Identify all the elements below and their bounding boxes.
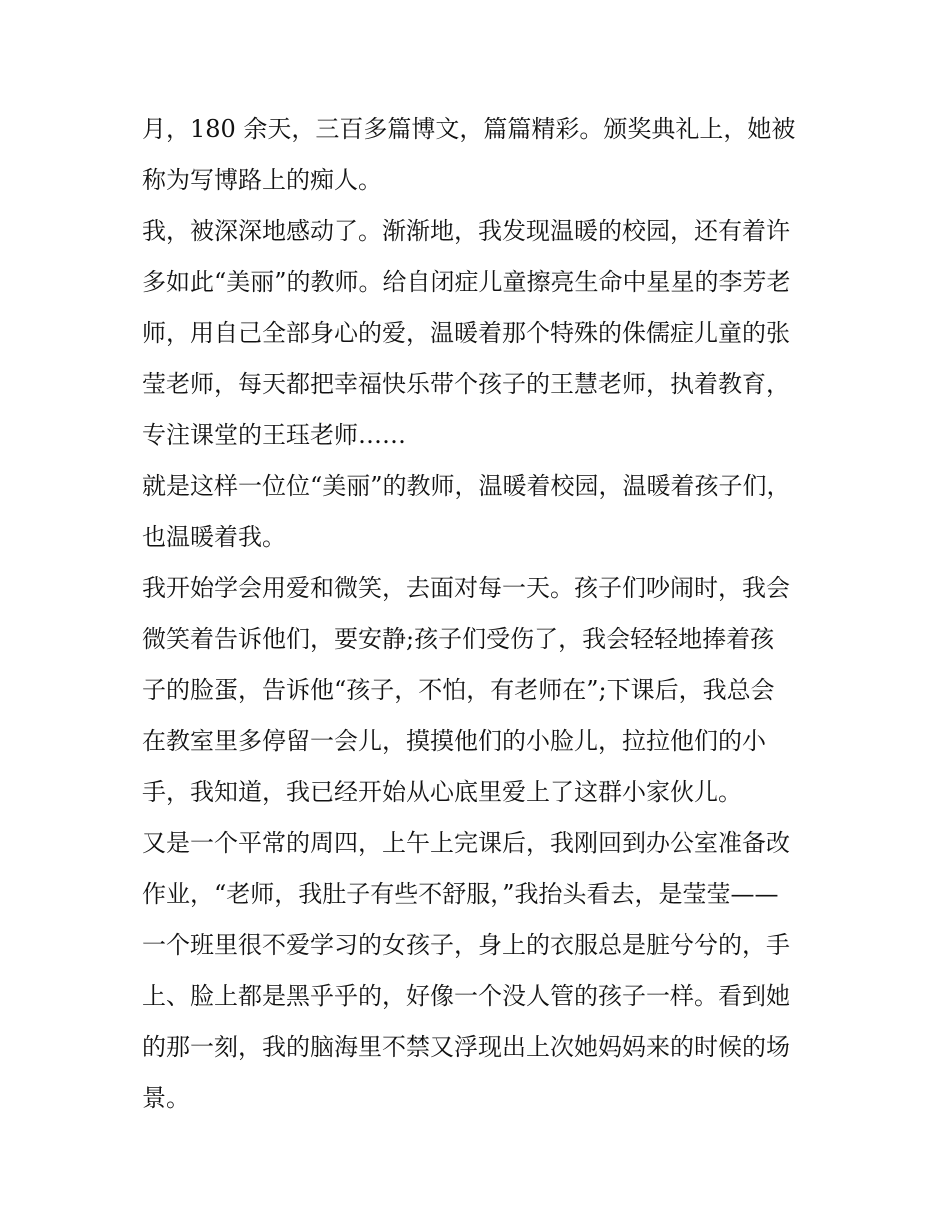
text-line: 我开始学会用爱和微笑，去面对每一天。孩子们吵闹时，我会 (142, 574, 790, 602)
text-line: 手，我知道，我已经开始从心底里爱上了这群小家伙儿。 (142, 778, 742, 806)
text-line: 称为写博路上的痴人。 (142, 166, 382, 194)
text-line: 微笑着告诉他们，要安静;孩子们受伤了，我会轻轻地捧着孩 (142, 625, 775, 653)
text-line: 上、脸上都是黑乎乎的，好像一个没人管的孩子一样。看到她 (142, 982, 790, 1010)
text-line: 多如此“美丽”的教师。给自闭症儿童擦亮生命中星星的李芳老 (142, 268, 791, 296)
text-line: 景。 (142, 1084, 190, 1112)
text-line: 我，被深深地感动了。渐渐地，我发现温暖的校园，还有着许 (142, 217, 790, 245)
document-body (142, 104, 814, 1124)
text-line: 莹老师，每天都把幸福快乐带个孩子的王慧老师，执着教育， (142, 370, 790, 398)
text-line: 月，180 余天，三百多篇博文，篇篇精彩。颁奖典礼上，她被 (142, 115, 796, 143)
text-line: 一个班里很不爱学习的女孩子，身上的衣服总是脏兮兮的，手 (142, 931, 790, 959)
text-line: 作业，“老师，我肚子有些不舒服，”我抬头看去，是莹莹—— (142, 880, 779, 908)
text-line: 子的脸蛋，告诉他“孩子，不怕，有老师在”;下课后，我总会 (142, 676, 775, 704)
text-line: 又是一个平常的周四，上午上完课后，我刚回到办公室准备改 (142, 829, 790, 857)
text-line: 就是这样一位位“美丽”的教师，温暖着校园，温暖着孩子们， (142, 472, 791, 500)
text-line: 在教室里多停留一会儿，摸摸他们的小脸儿，拉拉他们的小 (142, 727, 766, 755)
text-line: 的那一刻，我的脑海里不禁又浮现出上次她妈妈来的时候的场 (142, 1033, 790, 1061)
text-line: 也温暖着我。 (142, 523, 286, 551)
text-line: 师，用自己全部身心的爱，温暖着那个特殊的侏儒症儿童的张 (142, 319, 790, 347)
text-line: 专注课堂的王珏老师…… (142, 421, 406, 449)
